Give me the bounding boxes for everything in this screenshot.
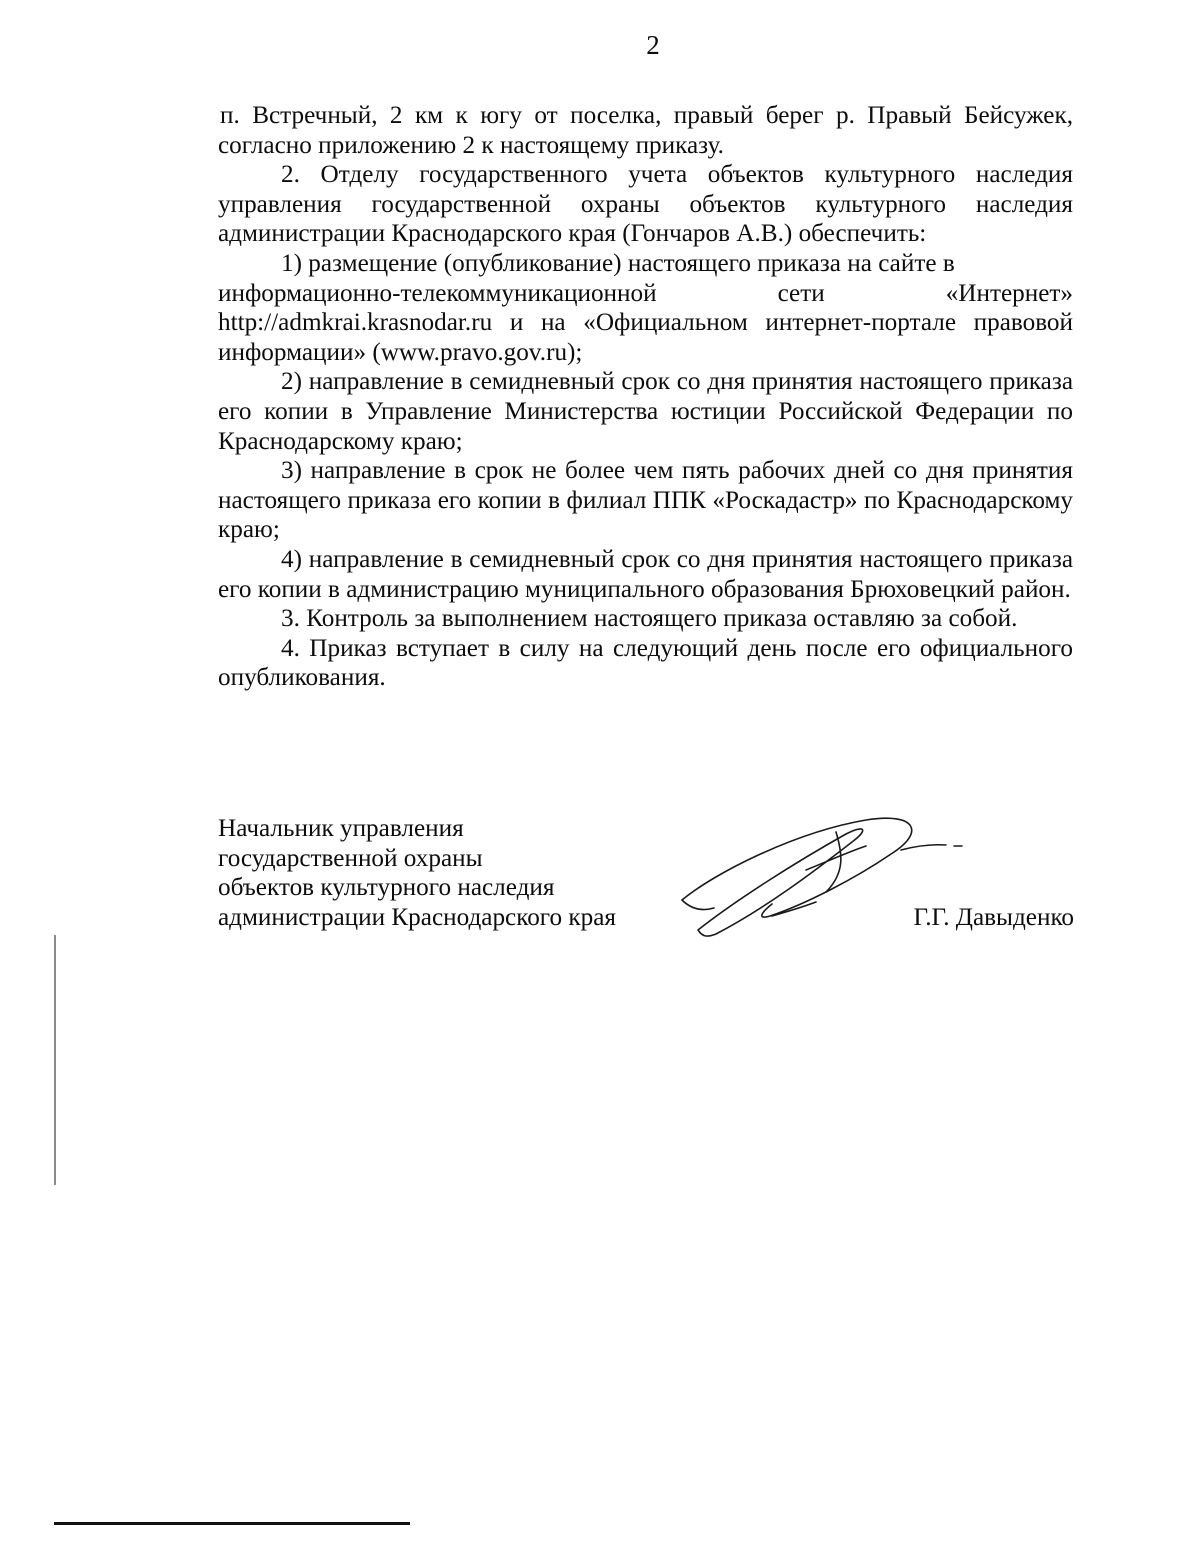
page-number: 2 (646, 30, 660, 60)
paragraph-subitem-1-rest: http://admkrai.krasnodar.ru и на «Официальном интернет-портале правовой информации» (www.pravo.gov.ru); (218, 309, 1073, 366)
signatory-title-line: администрации Краснодарского края (218, 903, 616, 931)
paragraph-subitem-3: 3) направление в срок не более чем пять рабочих дней со дня принятия настоящего приказа его копии в филиал ППК «Роскадастр» по Краснодарскому краю; (218, 457, 1073, 544)
paragraph-subitem-1-line (218, 279, 1073, 309)
signatory-title (218, 814, 616, 932)
paragraph-subitem-1-start: 1) размещение (опубликование) настоящего приказа на сайте в (281, 249, 955, 277)
signatory-title-line: государственной охраны (218, 844, 483, 872)
signatory-title-line: объектов культурного наследия (218, 874, 555, 902)
paragraph-continuation: п. Встречный, 2 км к югу от поселка, правый берег р. Правый Бейсужек, согласно приложению 2 к настоящему приказу. (218, 102, 1073, 159)
paragraph-subitem-2: 2) направление в семидневный срок со дня принятия настоящего приказа его копии в Управление Министерства юстиции Российской Федерации по Краснодарскому краю; (218, 368, 1073, 455)
bottom-divider (54, 1522, 410, 1525)
scan-edge-line (54, 935, 56, 1185)
document-body (218, 101, 1073, 693)
paragraph-item-2: 2. Отделу государственного учета объектов культурного наследия управления государственной охраны объектов культурного наследия администрации Краснодарского края (Гончаров А.В.) обеспечить: (218, 161, 1073, 248)
text-fragment: сети (777, 279, 825, 307)
signatory-name: Г.Г. Давыденко (913, 904, 1074, 931)
text-fragment: информационно-телекоммуникационной (218, 279, 657, 307)
text-fragment: «Интернет» (945, 279, 1073, 307)
paragraph-subitem-4: 4) направление в семидневный срок со дня принятия настоящего приказа его копии в администрацию муниципального образования Брюховецкий район. (218, 545, 1073, 603)
paragraph-item-4: 4. Приказ вступает в силу на следующий день после его официального опубликования. (218, 634, 1073, 692)
paragraph-item-3: 3. Контроль за выполнением настоящего приказа оставляю за собой. (281, 605, 1018, 633)
signatory-title-line: Начальник управления (218, 815, 464, 842)
